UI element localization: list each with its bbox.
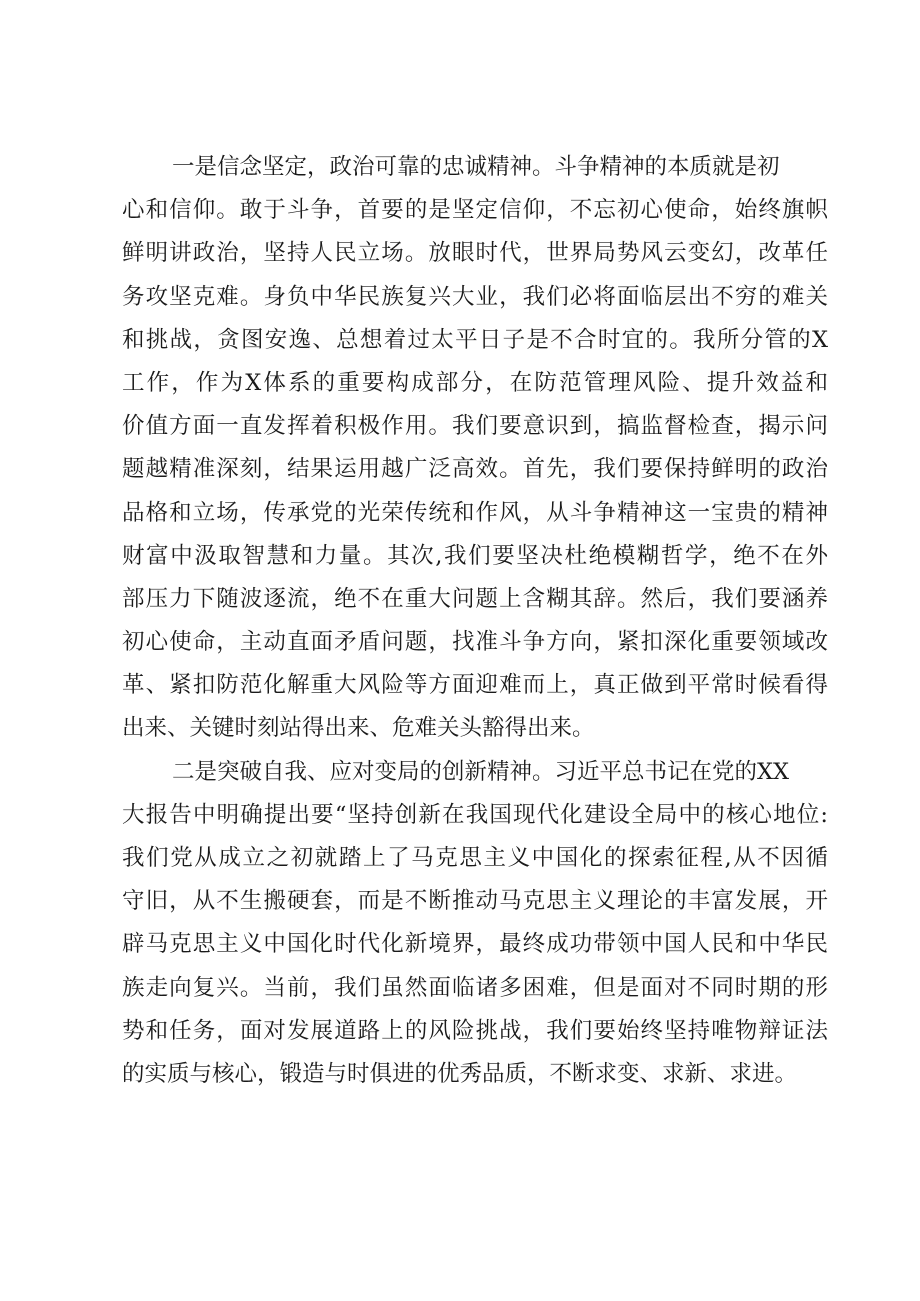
paragraph-line: 工作，作为X体系的重要构成部分，在防范管理风险、提升效益和: [122, 369, 828, 396]
paragraph-line: 题越精准深刻，结果运用越广泛高效。首先，我们要保持鲜明的政治: [122, 456, 828, 483]
paragraph-line: 和挑战，贪图安逸、总想着过太平日子是不合时宜的。我所分管的X: [122, 326, 828, 353]
paragraph-line: 我们党从成立之初就踏上了马克思主义中国化的探索征程,从不因循: [122, 845, 828, 871]
paragraph-line: 初心使命，主动直面矛盾问题，找准斗争方向，紧扣深化重要领域改: [122, 629, 828, 656]
paragraph-innovation-spirit: [122, 751, 828, 1097]
paragraph-line: 出来、关键时刻站得出来、危难关头豁得出来。: [122, 715, 595, 742]
paragraph-line: 价值方面一直发挥着积极作用。我们要意识到，搞监督检查，揭示问: [122, 413, 828, 440]
paragraph-line: 辟马克思主义中国化时代化新境界，最终成功带领中国人民和中华民: [122, 931, 828, 958]
document-body: [122, 146, 828, 1096]
paragraph-line: 守旧，从不生搬硬套，而是不断推动马克思主义理论的丰富发展，开: [122, 888, 828, 915]
paragraph-line: 大报告中明确提出要“坚持创新在我国现代化建设全局中的核心地位:: [122, 801, 828, 828]
paragraph-line: 一是信念坚定，政治可靠的忠诚精神。斗争精神的本质就是初: [172, 154, 780, 180]
paragraph-line: 势和任务，面对发展道路上的风险挑战，我们要始终坚持唯物辩证法: [122, 1017, 828, 1044]
paragraph-loyalty-spirit: [122, 146, 828, 751]
paragraph-line: 革、紧扣防范化解重大风险等方面迎难而上，真正做到平常时候看得: [122, 672, 828, 699]
paragraph-line: 二是突破自我、应对变局的创新精神。习近平总书记在党的XX: [172, 758, 790, 785]
paragraph-line: 心和信仰。敢于斗争，首要的是坚定信仰，不忘初心使命，始终旗帜: [122, 197, 828, 224]
paragraph-line: 财富中汲取智慧和力量。其次,我们要坚决杜绝模糊哲学，绝不在外: [122, 542, 828, 569]
paragraph-line: 族走向复兴。当前，我们虽然面临诸多困难，但是面对不同时期的形: [122, 974, 828, 1001]
paragraph-line: 务攻坚克难。身负中华民族复兴大业，我们必将面临层出不穷的难关: [122, 283, 828, 310]
paragraph-line: 鲜明讲政治，坚持人民立场。放眼时代，世界局势风云变幻，改革任: [122, 240, 828, 267]
paragraph-line: 部压力下随波逐流，绝不在重大问题上含糊其辞。然后，我们要涵养: [122, 585, 828, 612]
paragraph-line: 品格和立场，传承党的光荣传统和作风，从斗争精神这一宝贵的精神: [122, 499, 828, 526]
paragraph-line: 的实质与核心，锻造与时俱进的优秀品质，不断求变、求新、求进。: [122, 1060, 798, 1087]
